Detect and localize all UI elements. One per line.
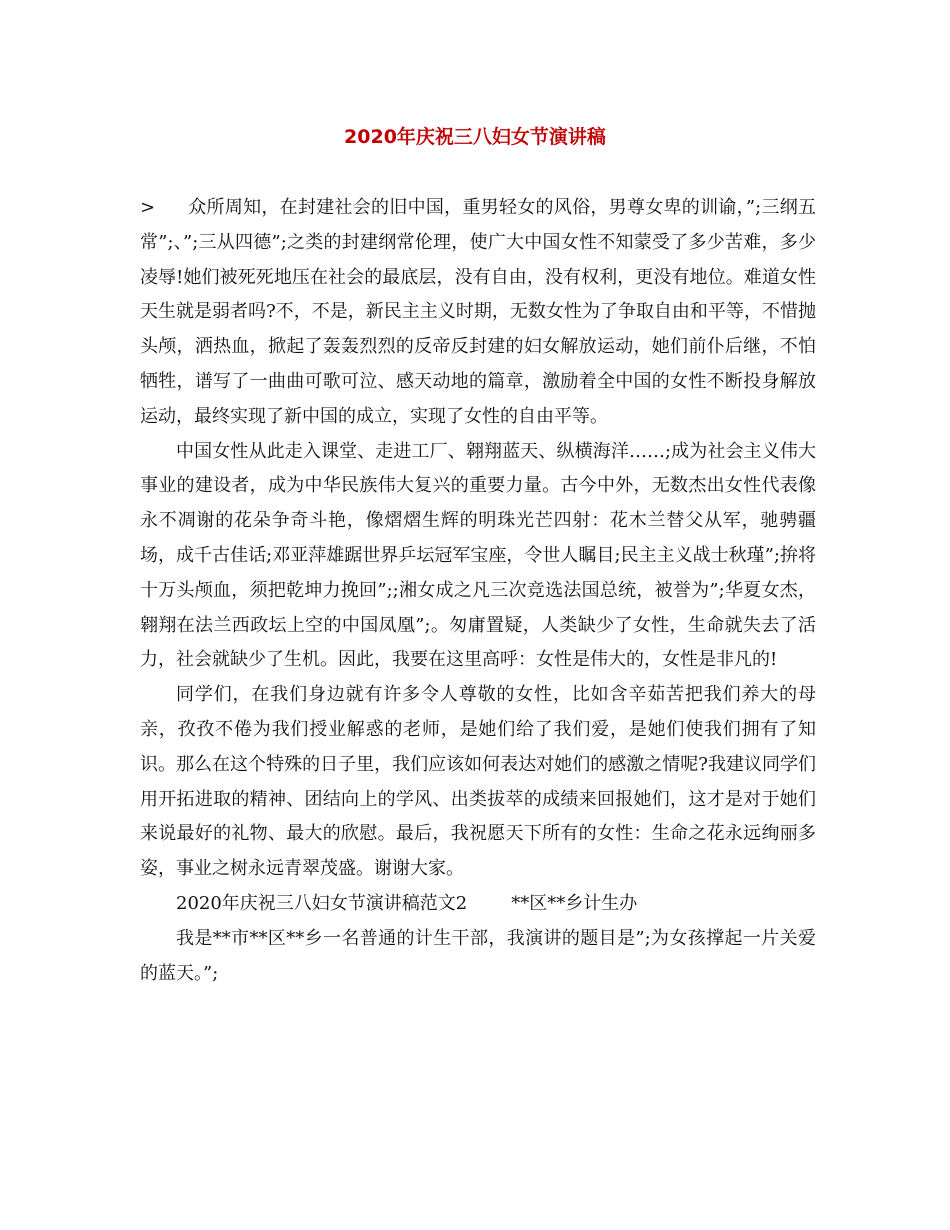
paragraph-2: 中国女性从此走入课堂、走进工厂、翱翔蓝天、纵横海洋……;成为社会主义伟大事业的建设者，成为中华民族伟大复兴的重要力量。古今中外，无数杰出女性代表像永不凋谢的花朵争奇斗艳，像熠熠生辉的明珠光芒四射：花木兰替父从军，驰骋疆场，成千古佳话;邓亚萍雄踞世界乒坛冠军宝座，令世人瞩目;民主主义战士秋瑾”;拚将十万头颅血，须把乾坤力挽回”;;湘女成之凡三次竞选法国总统，被誉为”;华夏女杰，翱翔在法兰西政坛上空的中国凤凰”;。匆庸置疑，人类缺少了女性，生命就失去了活力，社会就缺少了生机。因此，我要在这里高呼：女性是伟大的，女性是非凡的! <box>140 440 816 671</box>
sample-author: **区**乡计生办 <box>511 892 638 914</box>
sample-heading: 2020年庆祝三八妇女节演讲稿范文2 <box>176 892 468 914</box>
document-body <box>140 191 816 991</box>
bullet-marker: > <box>140 197 156 218</box>
paragraph-1 <box>140 191 816 435</box>
sample-heading-line <box>140 887 816 922</box>
document-title: 2020年庆祝三八妇女节演讲稿 <box>344 126 606 148</box>
paragraph-3: 同学们，在我们身边就有许多令人尊敬的女性，比如含辛茹苦把我们养大的母亲，孜孜不倦为我们授业解惑的老师，是她们给了我们爱，是她们使我们拥有了知识。那么在这个特殊的日子里，我们应该如何表达对她们的感激之情呢?我建议同学们用开拓进取的精神、团结向上的学风、出类拔萃的成绩来回报她们，这才是对于她们来说最好的礼物、最大的欣慰。最后，我祝愿天下所有的女性：生命之花永远绚丽多姿，事业之树永远青翠茂盛。谢谢大家。 <box>140 684 816 880</box>
paragraph-1-text: 众所周知，在封建社会的旧中国，重男轻女的风俗，男尊女卑的训谕，”;三纲五常”;、”;三从四德”;之类的封建纲常伦理，使广大中国女性不知蒙受了多少苦难，多少凌辱!她们被死死地压在社会的最底层，没有自由，没有权利，更没有地位。难道女性天生就是弱者吗?不，不是，新民主主义时期，无数女性为了争取自由和平等，不惜抛头颅，洒热血，掀起了轰轰烈烈的反帝反封建的妇女解放运动，她们前仆后继，不怕牺牲，谱写了一曲曲可歌可泣、感天动地的篇章，激励着全中国的女性不断投身解放运动，最终实现了新中国的成立，实现了女性的自由平等。 <box>140 197 816 427</box>
closing-paragraph: 我是**市**区**乡一名普通的计生干部，我演讲的题目是”;为女孩撑起一片关爱的蓝天。”; <box>140 927 816 984</box>
